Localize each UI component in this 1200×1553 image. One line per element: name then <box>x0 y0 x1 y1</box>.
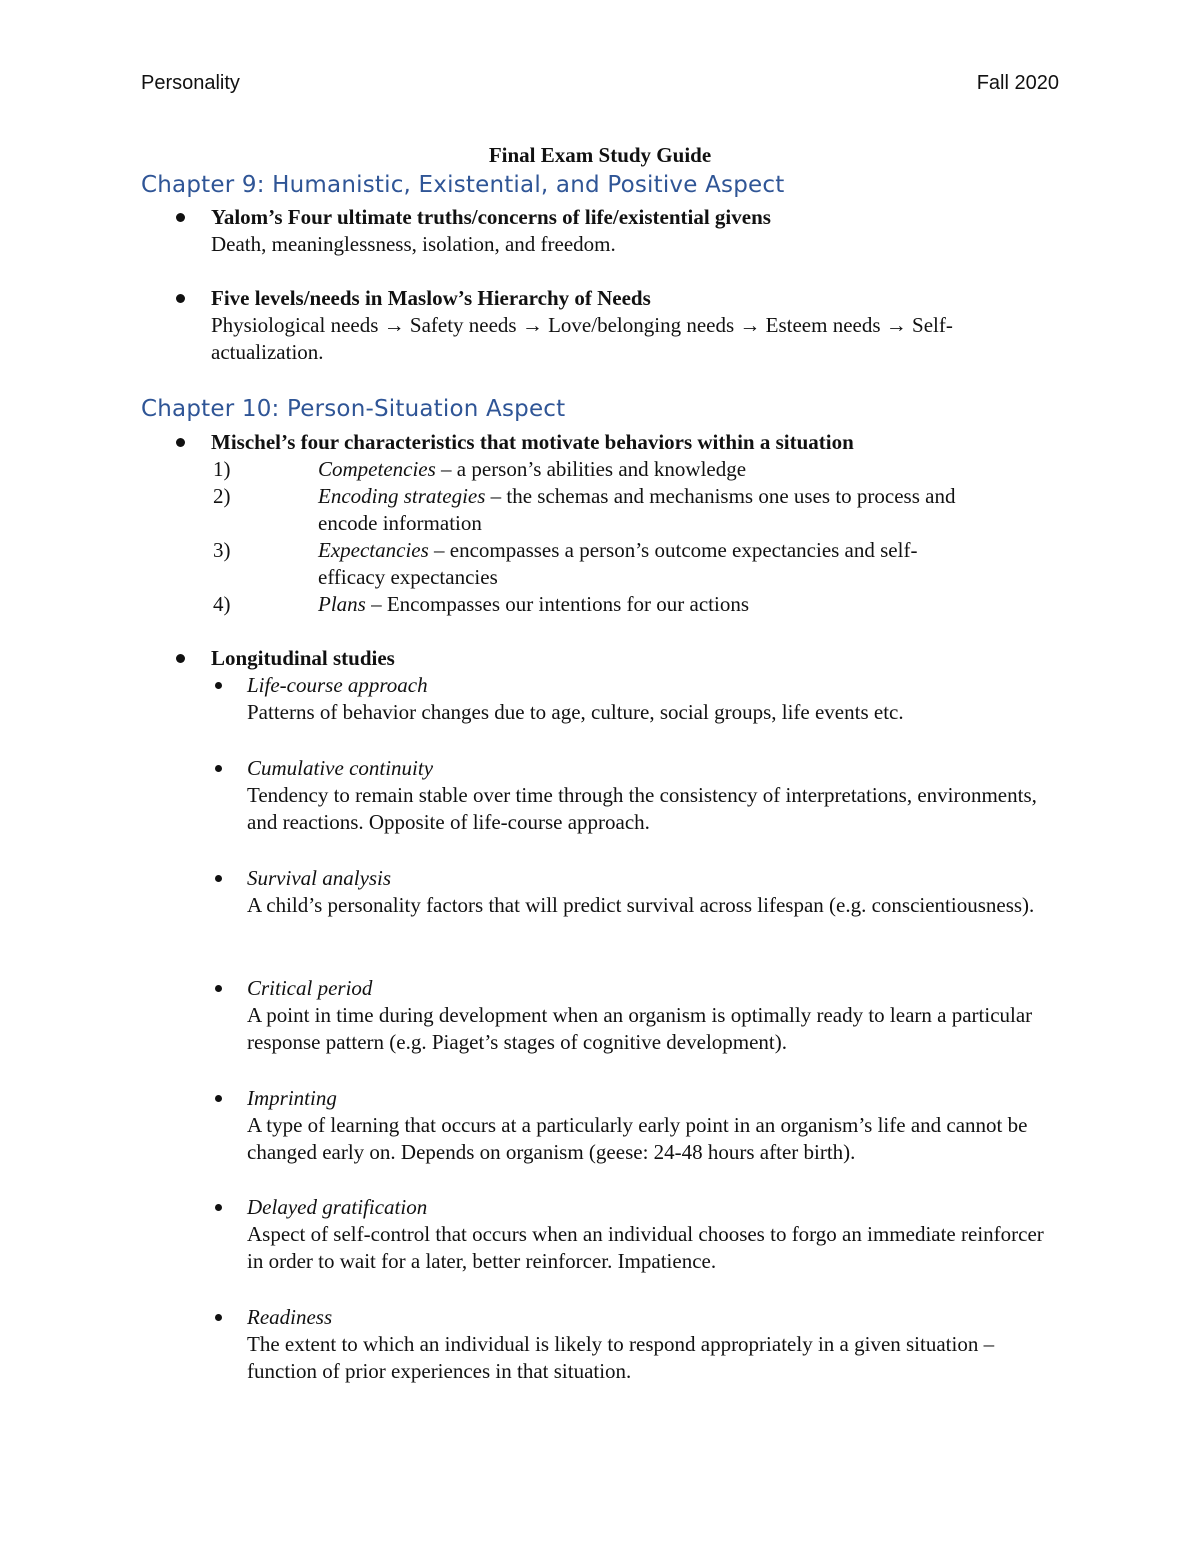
bullet-icon <box>176 438 185 447</box>
chapter-9-heading: Chapter 9: Humanistic, Existential, and Positive Aspect <box>141 172 785 198</box>
bullet-icon <box>215 875 222 882</box>
bullet-icon <box>215 765 222 772</box>
longitudinal-item <box>141 645 1061 672</box>
yalom-text: Death, meaninglessness, isolation, and freedom. <box>211 232 616 256</box>
bullet-icon <box>215 1204 222 1211</box>
chapter-10-heading: Chapter 10: Person-Situation Aspect <box>141 396 566 422</box>
page-header <box>141 72 1059 95</box>
mischel-item <box>141 429 1061 618</box>
longitudinal-term: Longitudinal studies <box>211 646 395 670</box>
cumulative-continuity-item: Cumulative continuity Tendency to remain stable over time through the consistency of interpretations, environments, and reactions. Opposite of life-course approach. <box>211 755 1061 836</box>
life-course-item: Life-course approach Patterns of behavior changes due to age, culture, social groups, life events etc. <box>211 672 1061 726</box>
mischel-term: Mischel’s four characteristics that motivate behaviors within a situation <box>211 430 854 454</box>
bullet-icon <box>176 294 185 303</box>
list-item: 4) Plans – Encompasses our intentions for our actions <box>213 592 750 616</box>
list-item: 1) Competencies – a person’s abilities and knowledge <box>213 457 747 481</box>
delayed-gratification-item: Delayed gratification Aspect of self-control that occurs when an individual chooses to forgo an immediate reinforcer in order to wait for a later, better reinforcer. Impatience. <box>211 1194 1061 1275</box>
bullet-icon <box>176 654 185 663</box>
readiness-item: Readiness The extent to which an individual is likely to respond appropriately in a given situation – function of prior experiences in that situation. <box>211 1304 1061 1385</box>
survival-analysis-item: Survival analysis A child’s personality factors that will predict survival across lifespan (e.g. conscientiousness). <box>211 865 1061 919</box>
yalom-term: Yalom’s Four ultimate truths/concerns of life/existential givens <box>211 205 771 229</box>
bullet-icon <box>215 985 222 992</box>
critical-period-item: Critical period A point in time during development when an organism is optimally ready to learn a particular response pattern (e.g. Piaget’s stages of cognitive development). <box>211 975 1061 1056</box>
bullet-icon <box>176 213 185 222</box>
bullet-icon <box>215 682 222 689</box>
list-item: 2) Encoding strategies – the schemas and mechanisms one uses to process and encode information <box>213 484 956 535</box>
document-title: Final Exam Study Guide <box>488 143 712 167</box>
maslow-text: Physiological needs → Safety needs → Love/belonging needs → Esteem needs → Self-actualization. <box>211 313 953 364</box>
bullet-icon <box>215 1095 222 1102</box>
list-item: 3) Expectancies – encompasses a person’s outcome expectancies and self-efficacy expectancies <box>213 538 918 589</box>
bullet-icon <box>215 1314 222 1321</box>
mischel-list <box>211 456 971 618</box>
header-course: Personality <box>141 72 240 94</box>
maslow-item <box>141 285 1061 366</box>
maslow-term: Five levels/needs in Maslow’s Hierarchy of Needs <box>211 286 651 310</box>
yalom-item <box>141 204 1061 258</box>
header-term: Fall 2020 <box>976 72 1059 94</box>
imprinting-item: Imprinting A type of learning that occurs at a particularly early point in an organism’s life and cannot be changed early on. Depends on organism (geese: 24-48 hours after birth). <box>211 1085 1061 1166</box>
